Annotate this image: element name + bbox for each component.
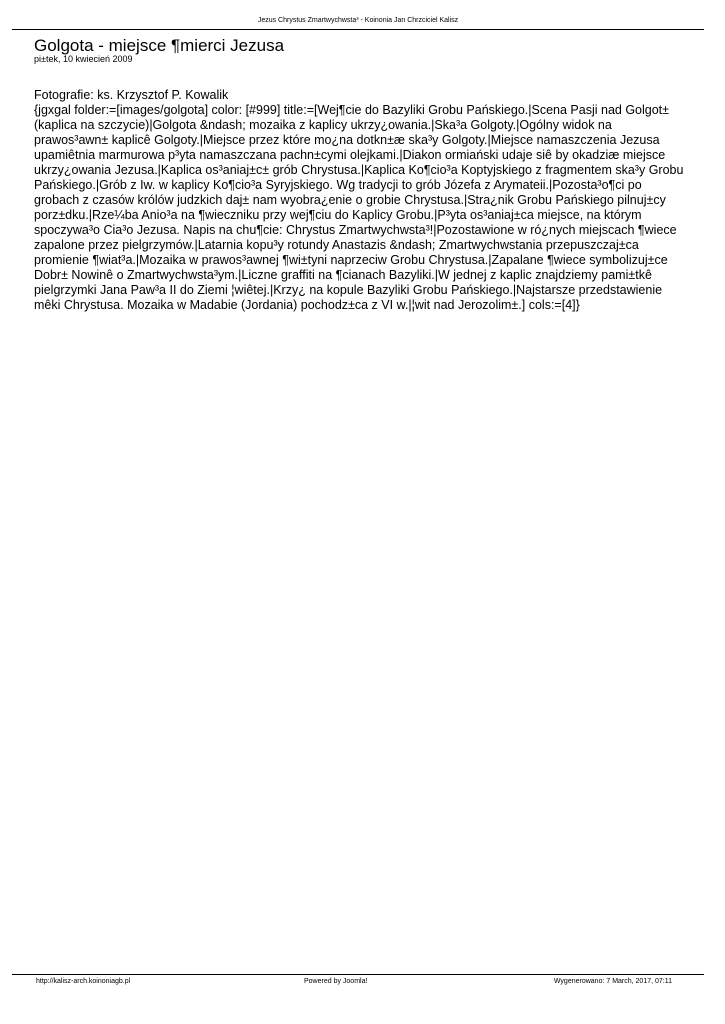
article-date: pi±tek, 10 kwiecień 2009 bbox=[34, 54, 133, 64]
article-body bbox=[34, 88, 684, 313]
gallery-code: {jgxgal folder:=[images/golgota] color: [#999] title:=[Wej¶cie do Bazyliki Grobu Pańskiego.|Scena Pasji nad Golgot± (kaplica na szczycie)|Golgota &ndash; mozaika z kaplicy ukrzy¿owania.|Ska³a Golgoty.|Ogólny widok na prawos³awn± kaplicê Golgoty.|Miejsce przez które mo¿na dotkn±æ ska³y Golgoty.|Miejsce namaszczenia Jezusa upamiêtnia marmurowa p³yta namaszczana pachn±cymi olejkami.|Diakon ormiański udaje siê by okadziæ miejsce ukrzy¿owania Jezusa.|Kaplica os³aniaj±c± grób Chrystusa.|Kaplica Ko¶cio³a Koptyjskiego z fragmentem ska³y Grobu Pańskiego.|Grób z Iw. w kaplicy Ko¶cio³a Syryjskiego. Wg tradycji to grób Józefa z Arymateii.|Pozosta³o¶ci po grobach z czasów królów judzkich daj± nam wyobra¿enie o grobie Chrystusa.|Stra¿nik Grobu Pańskiego pilnuj±cy porz±dku.|Rze¼ba Anio³a na ¶wieczniku przy wej¶ciu do Kaplicy Grobu.|P³yta os³aniaj±ca miejsce, na którym spoczywa³o Cia³o Jezusa. Napis na chu¶cie: Chrystus Zmartwychwsta³!|Pozostawione w ró¿nych miejscach ¶wiece zapalone przez pielgrzymów.|Latarnia kopu³y rotundy Anastazis &ndash; Zmartwychwstania przepuszczaj±ca promienie ¶wiat³a.|Mozaika w prawos³awnej ¶wi±tyni naprzeciw Grobu Chrystusa.|Zapalane ¶wiece symbolizuj±ce Dobr± Nowinê o Zmartwychwsta³ym.|Liczne graffiti na ¶cianach Bazyliki.|W jednej z kaplic znajdziemy pami±tkê pielgrzymki Jana Paw³a II do Ziemi ¦wiêtej.|Krzy¿ na kopule Bazyliki Grobu Pańskiego.|Najstarsze przedstawienie mêki Chrystusa. Mozaika w Madabie (Jordania) pochodz±ca z VI w.|¦wit nad Jerozolim±.] cols:=[4]} bbox=[34, 103, 684, 312]
footer-generated-date: Wygenerowano: 7 March, 2017, 07:11 bbox=[553, 978, 672, 985]
page-header bbox=[12, 15, 704, 30]
site-title: Jezus Chrystus Zmartwychwsta³ - Koinonia Jan Chrzciciel Kalisz bbox=[257, 17, 459, 24]
footer-powered-by: Powered by Joomla! bbox=[304, 978, 368, 985]
article-title: Golgota - miejsce ¶mierci Jezusa bbox=[34, 36, 285, 55]
footer-url-link[interactable]: http://kalisz-arch.koinoniagb.pl bbox=[36, 978, 131, 985]
photo-credit: Fotografie: ks. Krzysztof P. Kowalik bbox=[34, 88, 229, 102]
page-footer bbox=[12, 974, 704, 987]
